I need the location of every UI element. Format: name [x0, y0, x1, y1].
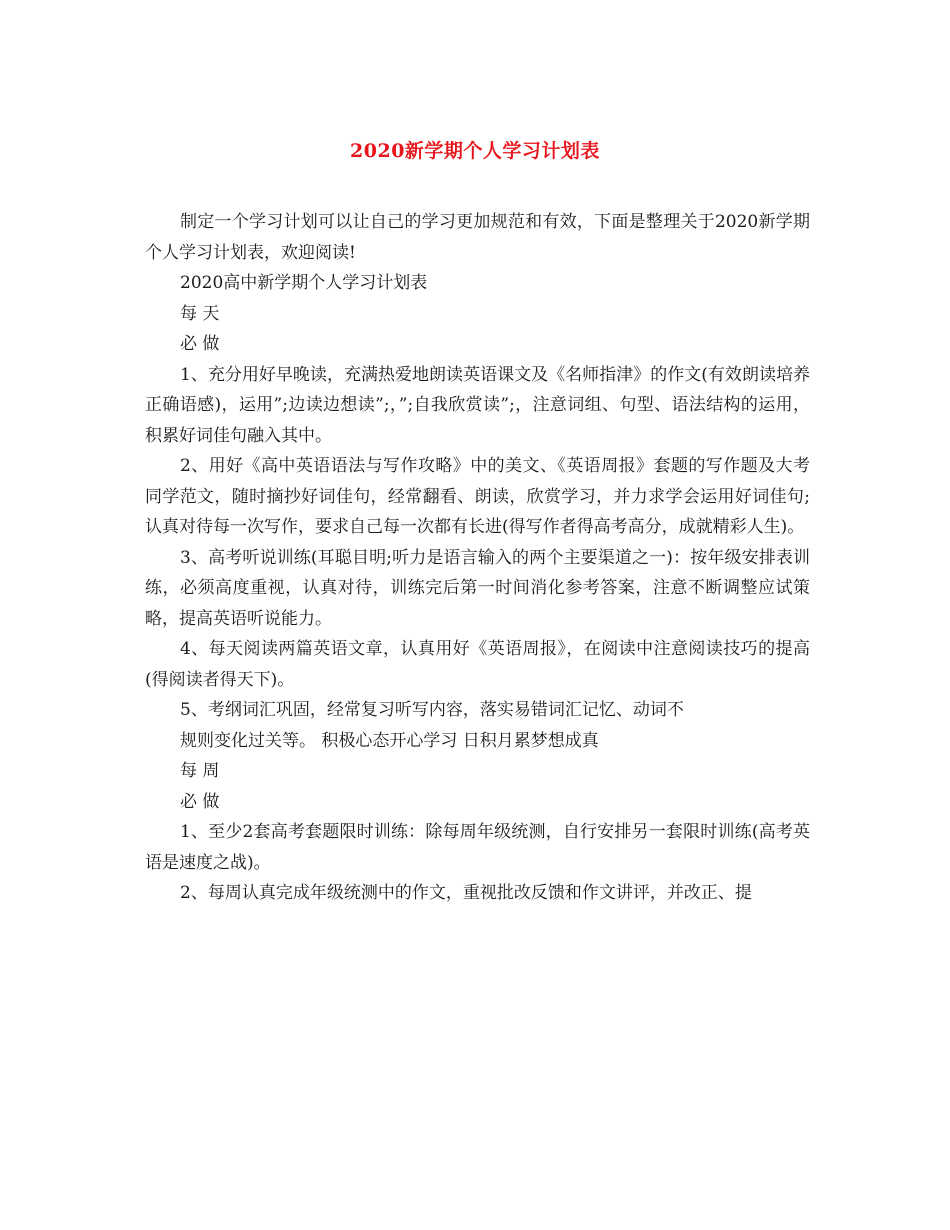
plan-subtitle: 2020高中新学期个人学习计划表: [180, 273, 428, 293]
document-title: 2020新学期个人学习计划表: [350, 140, 600, 162]
daily-heading-1: 每 天: [180, 303, 220, 324]
daily-item-4: 4、每天阅读两篇英语文章，认真用好《英语周报》，在阅读中注意阅读技巧的提高(得阅读者得天下)。: [145, 639, 810, 690]
daily-heading-2: 必 做: [180, 334, 220, 354]
daily-item-3: 3、高考听说训练(耳聪目明;听力是语言输入的两个主要渠道之一)：按年级安排表训练，必须高度重视，认真对待，训练完后第一时间消化参考答案，注意不断调整应试策略，提高英语听说能力。: [145, 547, 810, 629]
daily-item-5-line-1: 5、考纲词汇巩固，经常复习听写内容，落实易错词汇记忆、动词不: [180, 700, 684, 720]
document-body: [145, 207, 810, 909]
intro-paragraph: 制定一个学习计划可以让自己的学习更加规范和有效，下面是整理关于2020新学期个人学习计划表，欢迎阅读!: [145, 212, 810, 263]
weekly-item-1: 1、至少2套高考套题限时训练：除每周年级统测，自行安排另一套限时训练(高考英语是速度之战)。: [145, 822, 810, 873]
weekly-item-2: 2、每周认真完成年级统测中的作文，重视批改反馈和作文讲评，并改正、提: [180, 883, 752, 903]
daily-item-5-line-2: 规则变化过关等。 积极心态开心学习 日积月累梦想成真: [180, 730, 599, 751]
daily-item-1: 1、充分用好早晚读，充满热爱地朗读英语课文及《名师指津》的作文(有效朗读培养正确语感)，运用”;边读边想读”;，”;自我欣赏读”;，注意词组、句型、语法结构的运用，积累好词佳句融入其中。: [145, 364, 810, 446]
weekly-heading-1: 每 周: [180, 761, 220, 781]
daily-item-2: 2、用好《高中英语语法与写作攻略》中的美文、《英语周报》套题的写作题及大考同学范文，随时摘抄好词佳句，经常翻看、朗读，欣赏学习，并力求学会运用好词佳句;认真对待每一次写作，要求自己每一次都有长进(得写作者得高考高分，成就精彩人生)。: [145, 456, 810, 537]
weekly-heading-2: 必 做: [180, 791, 220, 812]
